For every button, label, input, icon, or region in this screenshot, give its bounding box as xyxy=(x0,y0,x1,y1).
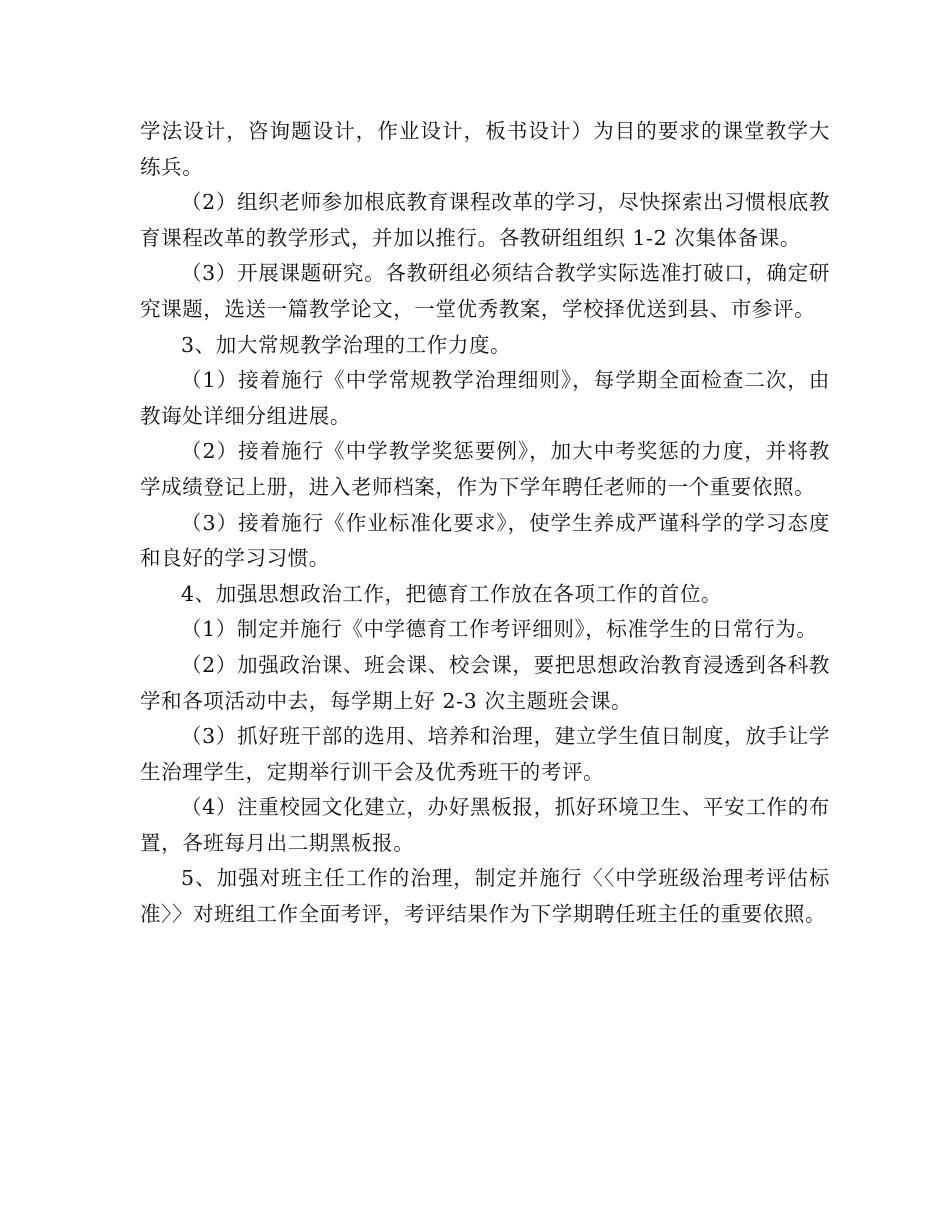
paragraph-item-4-3: （3）抓好班干部的选用、培养和治理，建立学生值日制度，放手让学生治理学生，定期举行训干会及优秀班干的考评。 xyxy=(140,724,830,784)
section-heading-4: 4、加强思想政治工作，把德育工作放在各项工作的首位。 xyxy=(181,581,723,606)
paragraph-item-2-2: （2）组织老师参加根底教育课程改革的学习，尽快探索出习惯根底教育课程改革的教学形式，并加以推行。各教研组组织 1-2 次集体备课。 xyxy=(140,190,830,250)
section-heading-3: 3、加大常规教学治理的工作力度。 xyxy=(181,332,512,357)
paragraph-item-4-2: （2）加强政治课、班会课、校会课，要把思想政治教育浸透到各科教学和各项活动中去，每学期上好 2-3 次主题班会课。 xyxy=(140,652,830,713)
paragraph-continuation: 学法设计，咨询题设计，作业设计，板书设计）为目的要求的课堂教学大练兵。 xyxy=(140,119,830,179)
document-body xyxy=(140,114,830,933)
paragraph-item-3-3: （3）接着施行《作业标准化要求》，使学生养成严谨科学的学习态度和良好的学习习惯。 xyxy=(140,510,830,571)
section-heading-5: 5、加强对班主任工作的治理，制定并施行〈〈中学班级治理考评估标准〉〉对班组工作全面考评，考评结果作为下学期聘任班主任的重要依照。 xyxy=(140,866,830,927)
paragraph-item-2-3: （3）开展课题研究。各教研组必须结合教学实际选准打破口，确定研究课题，选送一篇教学论文，一堂优秀教案，学校择优送到县、市参评。 xyxy=(140,261,830,321)
paragraph-item-3-2: （2）接着施行《中学教学奖惩要例》，加大中考奖惩的力度，并将教学成绩登记上册，进入老师档案，作为下学年聘任老师的一个重要依照。 xyxy=(140,439,830,499)
paragraph-item-4-1: （1）制定并施行《中学德育工作考评细则》，标准学生的日常行为。 xyxy=(181,617,818,642)
paragraph-item-3-1: （1）接着施行《中学常规教学治理细则》，每学期全面检查二次，由教诲处详细分组进展。 xyxy=(140,368,830,428)
paragraph-item-4-4: （4）注重校园文化建立，办好黑板报，抓好环境卫生、平安工作的布置，各班每月出二期黑板报。 xyxy=(140,795,830,855)
